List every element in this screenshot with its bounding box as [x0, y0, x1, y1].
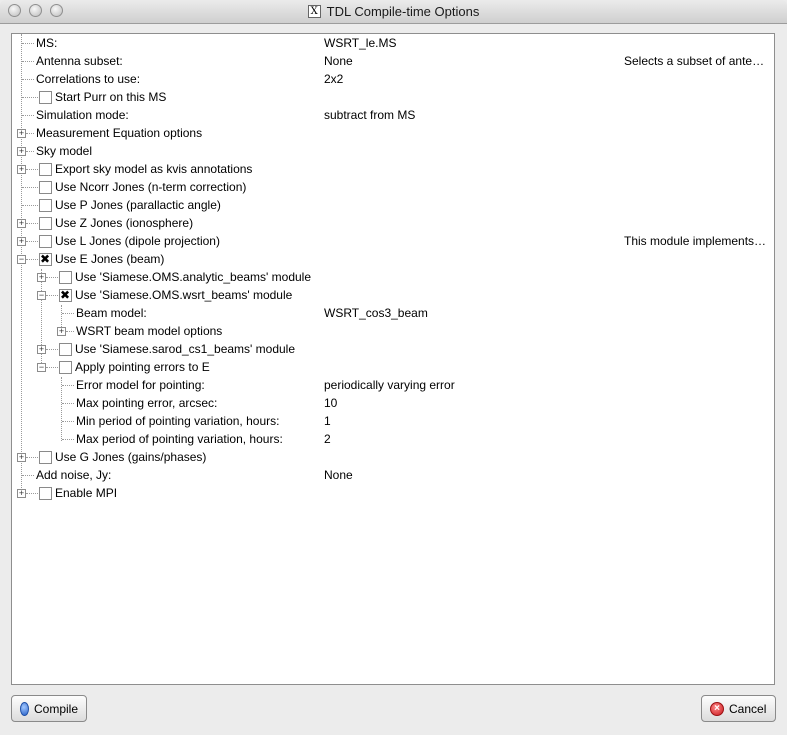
expand-plus-icon[interactable]: + — [18, 128, 25, 138]
tree-row-analytic-beams[interactable] — [12, 268, 774, 286]
expand-plus-icon[interactable]: + — [18, 452, 25, 462]
window-title: TDL Compile-time Options — [326, 4, 480, 19]
analytic-beams-checkbox[interactable] — [59, 271, 72, 284]
start-purr-checkbox[interactable] — [39, 91, 52, 104]
compile-button-label: Compile — [33, 701, 78, 716]
expand-plus-icon[interactable]: + — [18, 146, 25, 156]
measurement-equation-label: Measurement Equation options — [36, 126, 203, 140]
correlations-label: Correlations to use: — [36, 72, 141, 86]
expand-plus-icon[interactable]: + — [18, 164, 25, 174]
start-purr-label: Start Purr on this MS — [55, 90, 167, 104]
antenna-subset-value[interactable]: None — [324, 54, 353, 68]
tree-row-export-sky-model[interactable] — [12, 160, 774, 178]
tree-row-wsrt-beam-options[interactable] — [12, 322, 774, 340]
wsrt-beam-options-label: WSRT beam model options — [76, 324, 223, 338]
simulation-mode-label: Simulation mode: — [36, 108, 129, 122]
enable-mpi-checkbox[interactable] — [39, 487, 52, 500]
compile-icon — [20, 702, 29, 716]
sky-model-label: Sky model — [36, 144, 93, 158]
antenna-subset-label: Antenna subset: — [36, 54, 123, 68]
tree-row-sky-model[interactable] — [12, 142, 774, 160]
tree-row-p-jones[interactable] — [12, 196, 774, 214]
tree-row-ncorr-jones[interactable] — [12, 178, 774, 196]
tree-row-pointing-errors[interactable] — [12, 358, 774, 376]
cancel-button[interactable] — [701, 695, 776, 722]
collapse-minus-icon[interactable]: − — [18, 254, 25, 264]
max-pointing-error-label: Max pointing error, arcsec: — [76, 396, 218, 410]
e-jones-checkbox[interactable] — [39, 253, 52, 266]
expand-plus-icon[interactable]: + — [38, 344, 45, 354]
min-period-label: Min period of pointing variation, hours: — [76, 414, 280, 428]
antenna-subset-description: Selects a subset of ante… — [624, 54, 765, 68]
analytic-beams-label: Use 'Siamese.OMS.analytic_beams' module — [75, 270, 312, 284]
title-bar — [0, 0, 787, 24]
sarod-beams-label: Use 'Siamese.sarod_cs1_beams' module — [75, 342, 296, 356]
l-jones-label: Use L Jones (dipole projection) — [55, 234, 220, 248]
sarod-beams-checkbox[interactable] — [59, 343, 72, 356]
z-jones-label: Use Z Jones (ionosphere) — [55, 216, 194, 230]
tree-row-error-model[interactable] — [12, 376, 774, 394]
beam-model-label: Beam model: — [76, 306, 147, 320]
simulation-mode-value[interactable]: subtract from MS — [324, 108, 416, 122]
x11-icon: X — [308, 5, 321, 18]
l-jones-checkbox[interactable] — [39, 235, 52, 248]
g-jones-checkbox[interactable] — [39, 451, 52, 464]
expand-plus-icon[interactable]: + — [58, 326, 65, 336]
tree-row-antenna-subset[interactable] — [12, 52, 774, 70]
tree-row-e-jones[interactable] — [12, 250, 774, 268]
options-tree[interactable] — [11, 33, 775, 685]
expand-plus-icon[interactable]: + — [18, 488, 25, 498]
z-jones-checkbox[interactable] — [39, 217, 52, 230]
e-jones-label: Use E Jones (beam) — [55, 252, 165, 266]
l-jones-description: This module implements… — [624, 234, 767, 248]
tree-row-ms[interactable] — [12, 34, 774, 52]
error-model-label: Error model for pointing: — [76, 378, 205, 392]
tree-row-measurement-equation[interactable] — [12, 124, 774, 142]
max-period-value[interactable]: 2 — [324, 432, 331, 446]
collapse-minus-icon[interactable]: − — [38, 290, 45, 300]
tree-row-wsrt-beams[interactable] — [12, 286, 774, 304]
tree-row-min-period[interactable] — [12, 412, 774, 430]
wsrt-beams-checkbox[interactable] — [59, 289, 72, 302]
cancel-icon: × — [710, 702, 724, 716]
max-period-label: Max period of pointing variation, hours: — [76, 432, 283, 446]
max-pointing-error-value[interactable]: 10 — [324, 396, 338, 410]
tree-row-max-pointing-error[interactable] — [12, 394, 774, 412]
export-sky-model-checkbox[interactable] — [39, 163, 52, 176]
cancel-button-label: Cancel — [729, 701, 767, 716]
tree-row-enable-mpi[interactable] — [12, 484, 774, 502]
tree-row-correlations[interactable] — [12, 70, 774, 88]
g-jones-label: Use G Jones (gains/phases) — [55, 450, 207, 464]
ncorr-jones-checkbox[interactable] — [39, 181, 52, 194]
p-jones-label: Use P Jones (parallactic angle) — [55, 198, 221, 212]
beam-model-value[interactable]: WSRT_cos3_beam — [324, 306, 428, 320]
tree-row-start-purr[interactable] — [12, 88, 774, 106]
ncorr-jones-label: Use Ncorr Jones (n-term correction) — [55, 180, 247, 194]
expand-plus-icon[interactable]: + — [18, 236, 25, 246]
ms-value[interactable]: WSRT_le.MS — [324, 36, 397, 50]
tree-row-simulation-mode[interactable] — [12, 106, 774, 124]
tree-row-z-jones[interactable] — [12, 214, 774, 232]
collapse-minus-icon[interactable]: − — [38, 362, 45, 372]
enable-mpi-label: Enable MPI — [55, 486, 118, 500]
min-period-value[interactable]: 1 — [324, 414, 331, 428]
tree-row-max-period[interactable] — [12, 430, 774, 448]
ms-label: MS: — [36, 36, 58, 50]
tree-row-sarod-beams[interactable] — [12, 340, 774, 358]
wsrt-beams-label: Use 'Siamese.OMS.wsrt_beams' module — [75, 288, 293, 302]
pointing-errors-checkbox[interactable] — [59, 361, 72, 374]
add-noise-label: Add noise, Jy: — [36, 468, 112, 482]
expand-plus-icon[interactable]: + — [18, 218, 25, 228]
add-noise-value[interactable]: None — [324, 468, 353, 482]
export-sky-model-label: Export sky model as kvis annotations — [55, 162, 253, 176]
correlations-value[interactable]: 2x2 — [324, 72, 344, 86]
compile-button[interactable] — [11, 695, 87, 722]
pointing-errors-label: Apply pointing errors to E — [75, 360, 210, 374]
tree-row-l-jones[interactable] — [12, 232, 774, 250]
error-model-value[interactable]: periodically varying error — [324, 378, 455, 392]
tree-row-g-jones[interactable] — [12, 448, 774, 466]
tree-row-beam-model[interactable] — [12, 304, 774, 322]
p-jones-checkbox[interactable] — [39, 199, 52, 212]
tree-row-add-noise[interactable] — [12, 466, 774, 484]
expand-plus-icon[interactable]: + — [38, 272, 45, 282]
